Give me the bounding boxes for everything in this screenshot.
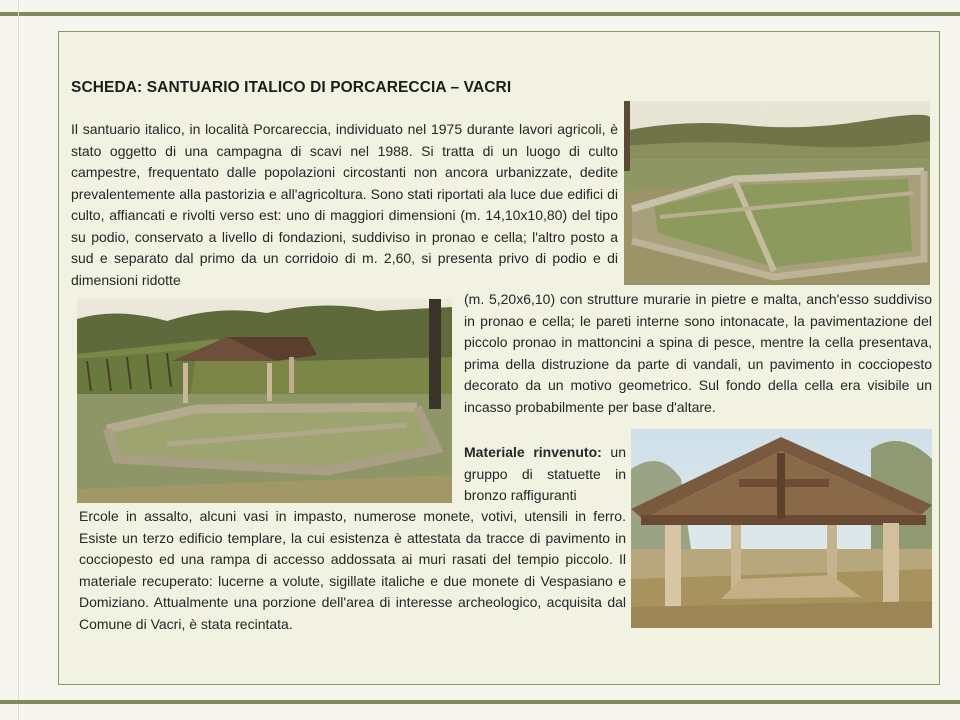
page-title: SCHEDA: SANTUARIO ITALICO DI PORCARECCIA – VACRI	[71, 79, 512, 96]
paragraph-2: (m. 5,20x6,10) con strutture murarie in pietre e malta, anch'esso suddiviso in pronao e cella; le pareti interne sono intonacate, la pavimentazione del piccolo pronao in mattoncini a spina di pesce, mentre la cella presentava, prima della distruzione da parte di vandali, un pavimento in cocciopesto decorato da un motivo geometrico. Sul fondo della cella era visibile un incasso probabilmente per base d'altare.	[464, 291, 932, 415]
top-rule	[0, 12, 960, 16]
paragraph-3	[464, 442, 626, 507]
photo-shelter-and-foundations	[77, 299, 452, 503]
bottom-rule	[0, 700, 960, 704]
materiale-label: Materiale rinvenuto:	[464, 444, 602, 460]
paragraph-3-text: un gruppo di statuette in bronzo raffiguranti	[464, 444, 626, 503]
paragraph-1: Il santuario italico, in località Porcareccia, individuato nel 1975 durante lavori agricoli, è stato oggetto di una campagna di scavi nel 1988. Si tratta di un luogo di culto campestre, frequentato dalle popolazioni circostanti non ancora urbanizzate, dedite prevalentemente alla pastorizia e all'agricoltura. Sono stati riportati ala luce due edifici di culto, affiancati e rivolti verso est: uno di maggiori dimensioni (m. 14,10x10,80) del tipo su podio, conservato a livello di fondazioni, suddiviso in pronao e cella; l'altro posto a sud e separato dal primo da un corridoio di m. 2,60, si presenta privo di podio e di dimensioni ridotte	[71, 121, 618, 288]
paragraph-4: Ercole in assalto, alcuni vasi in impasto, numerose monete, votivi, utensili in ferro. Esiste un terzo edificio templare, la cui esistenza è attestata da tracce di pavimento in cocciopesto ed una rampa di accesso addossata ai muri rasati del tempio piccolo. Il materiale recuperato: lucerne a volute, sigillate italiche e due monete di Vespasiano e Domiziano. Attualmente una porzione dell'area di interesse archeologico, acquisita dal Comune di Vacri, è stata recintata.	[79, 508, 626, 632]
photo-wooden-shelter	[631, 429, 932, 628]
photo-excavation-foundations	[624, 101, 930, 285]
page-edge	[18, 0, 19, 720]
